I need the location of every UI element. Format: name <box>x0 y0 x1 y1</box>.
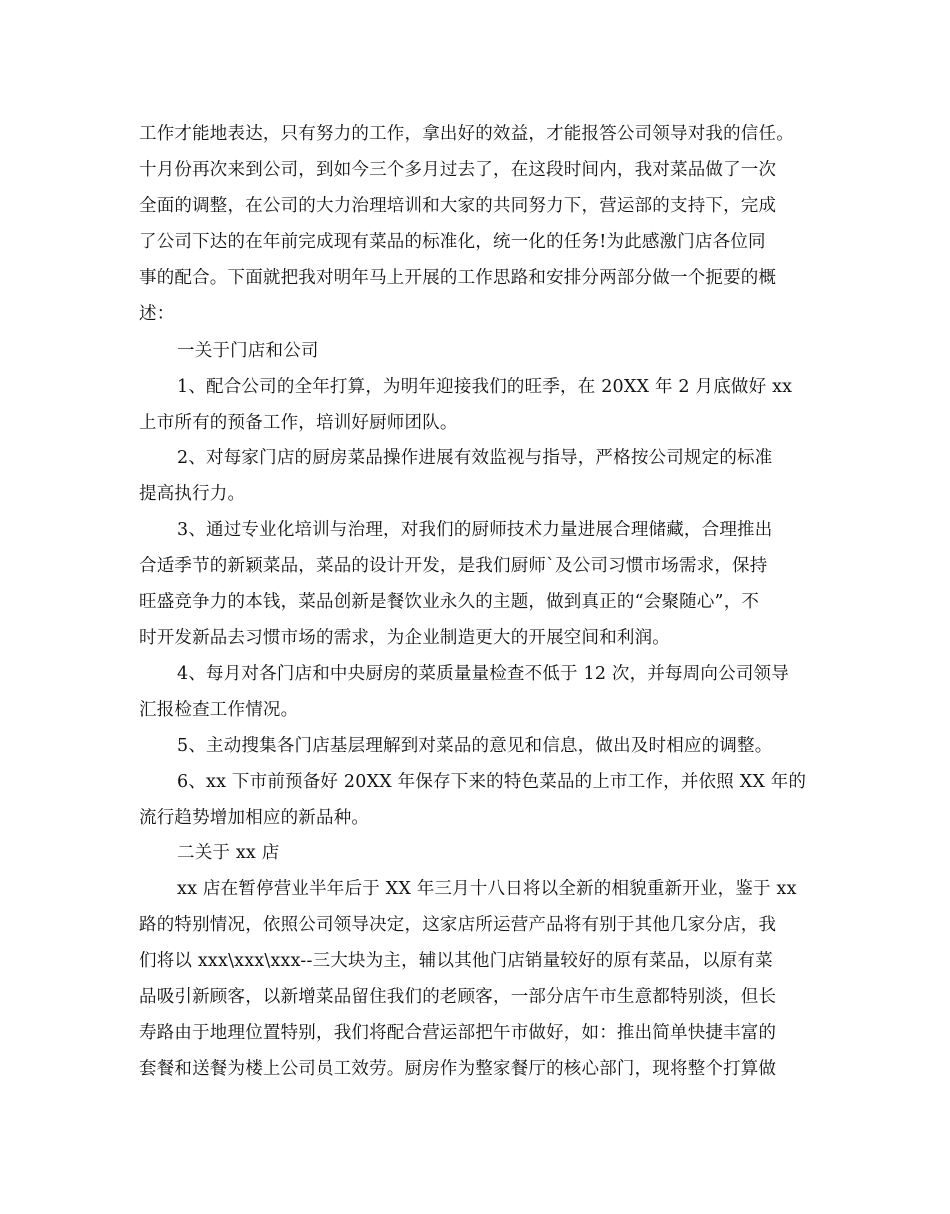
list-item-2-continuation: 提高执行力。 <box>139 484 246 504</box>
paragraph-line: xx 店在暂停营业半年后于 XX 年三月十八日将以全新的相貌重新开业，鉴于 xx <box>177 879 797 899</box>
list-item-3-continuation: 合适季节的新颖菜品，菜品的设计开发，是我们厨师`及公司习惯市场需求，保持 <box>139 556 768 576</box>
paragraph-line: 工作才能地表达，只有努力的工作，拿出好的效益，才能报答公司领导对我的信任。 <box>139 124 794 144</box>
paragraph-line: 套餐和送餐为楼上公司员工效劳。厨房作为整家餐厅的核心部门，现将整个打算做 <box>139 1059 777 1079</box>
list-item-6-continuation: 流行趋势增加相应的新品种。 <box>139 808 370 828</box>
paragraph-line: 述： <box>139 304 175 324</box>
paragraph-line: 品吸引新顾客，以新增菜品留住我们的老顾客，一部分店午市生意都特别淡，但长 <box>139 987 777 1007</box>
list-item-1: 1、配合公司的全年打算，为明年迎接我们的旺季，在 20XX 年 2 月底做好 xx <box>177 377 793 397</box>
list-item-3-continuation: 旺盛竞争力的本钱，菜品创新是餐饮业永久的主题，做到真正的“会聚随心”，不 <box>139 592 760 612</box>
section-heading: 二关于 xx 店 <box>177 843 280 863</box>
list-item-4-continuation: 汇报检查工作情况。 <box>139 700 299 720</box>
section-heading: 一关于门店和公司 <box>177 341 319 361</box>
paragraph-line: 们将以 xxx\xxx\xxx--三大块为主，辅以其他门店销量较好的原有菜品，以原有菜 <box>139 951 773 971</box>
list-item-6: 6、xx 下市前预备好 20XX 年保存下来的特色菜品的上市工作，并依照 XX 年的 <box>177 772 807 792</box>
list-item-2: 2、对每家门店的厨房菜品操作进展有效监视与指导，严格按公司规定的标准 <box>177 448 773 468</box>
paragraph-line: 路的特别情况，依照公司领导决定，这家店所运营产品将有别于其他几家分店，我 <box>139 915 777 935</box>
paragraph-line: 事的配合。下面就把我对明年马上开展的工作思路和安排分两部分做一个扼要的概 <box>139 268 777 288</box>
list-item-4: 4、每月对各门店和中央厨房的菜质量量检查不低于 12 次，并每周向公司领导 <box>177 664 789 684</box>
list-item-3-continuation: 时开发新品去习惯市场的需求，为企业制造更大的开展空间和利润。 <box>139 628 670 648</box>
paragraph-line: 寿路由于地理位置特别，我们将配合营运部把午市做好，如：推出简单快捷丰富的 <box>139 1023 777 1043</box>
list-item-3: 3、通过专业化培训与治理，对我们的厨师技术力量进展合理储藏，合理推出 <box>177 520 773 540</box>
paragraph-line: 全面的调整，在公司的大力治理培训和大家的共同努力下，营运部的支持下，完成 <box>139 196 777 216</box>
list-item-1-continuation: 上市所有的预备工作，培训好厨师团队。 <box>139 413 458 433</box>
paragraph-line: 了公司下达的在年前完成现有菜品的标准化，统一化的任务!为此感激门店各位同 <box>139 232 766 252</box>
paragraph-line: 十月份再次来到公司，到如今三个多月过去了，在这段时间内，我对菜品做了一次 <box>139 160 777 180</box>
list-item-5: 5、主动搜集各门店基层理解到对菜品的意见和信息，做出及时相应的调整。 <box>177 736 773 756</box>
